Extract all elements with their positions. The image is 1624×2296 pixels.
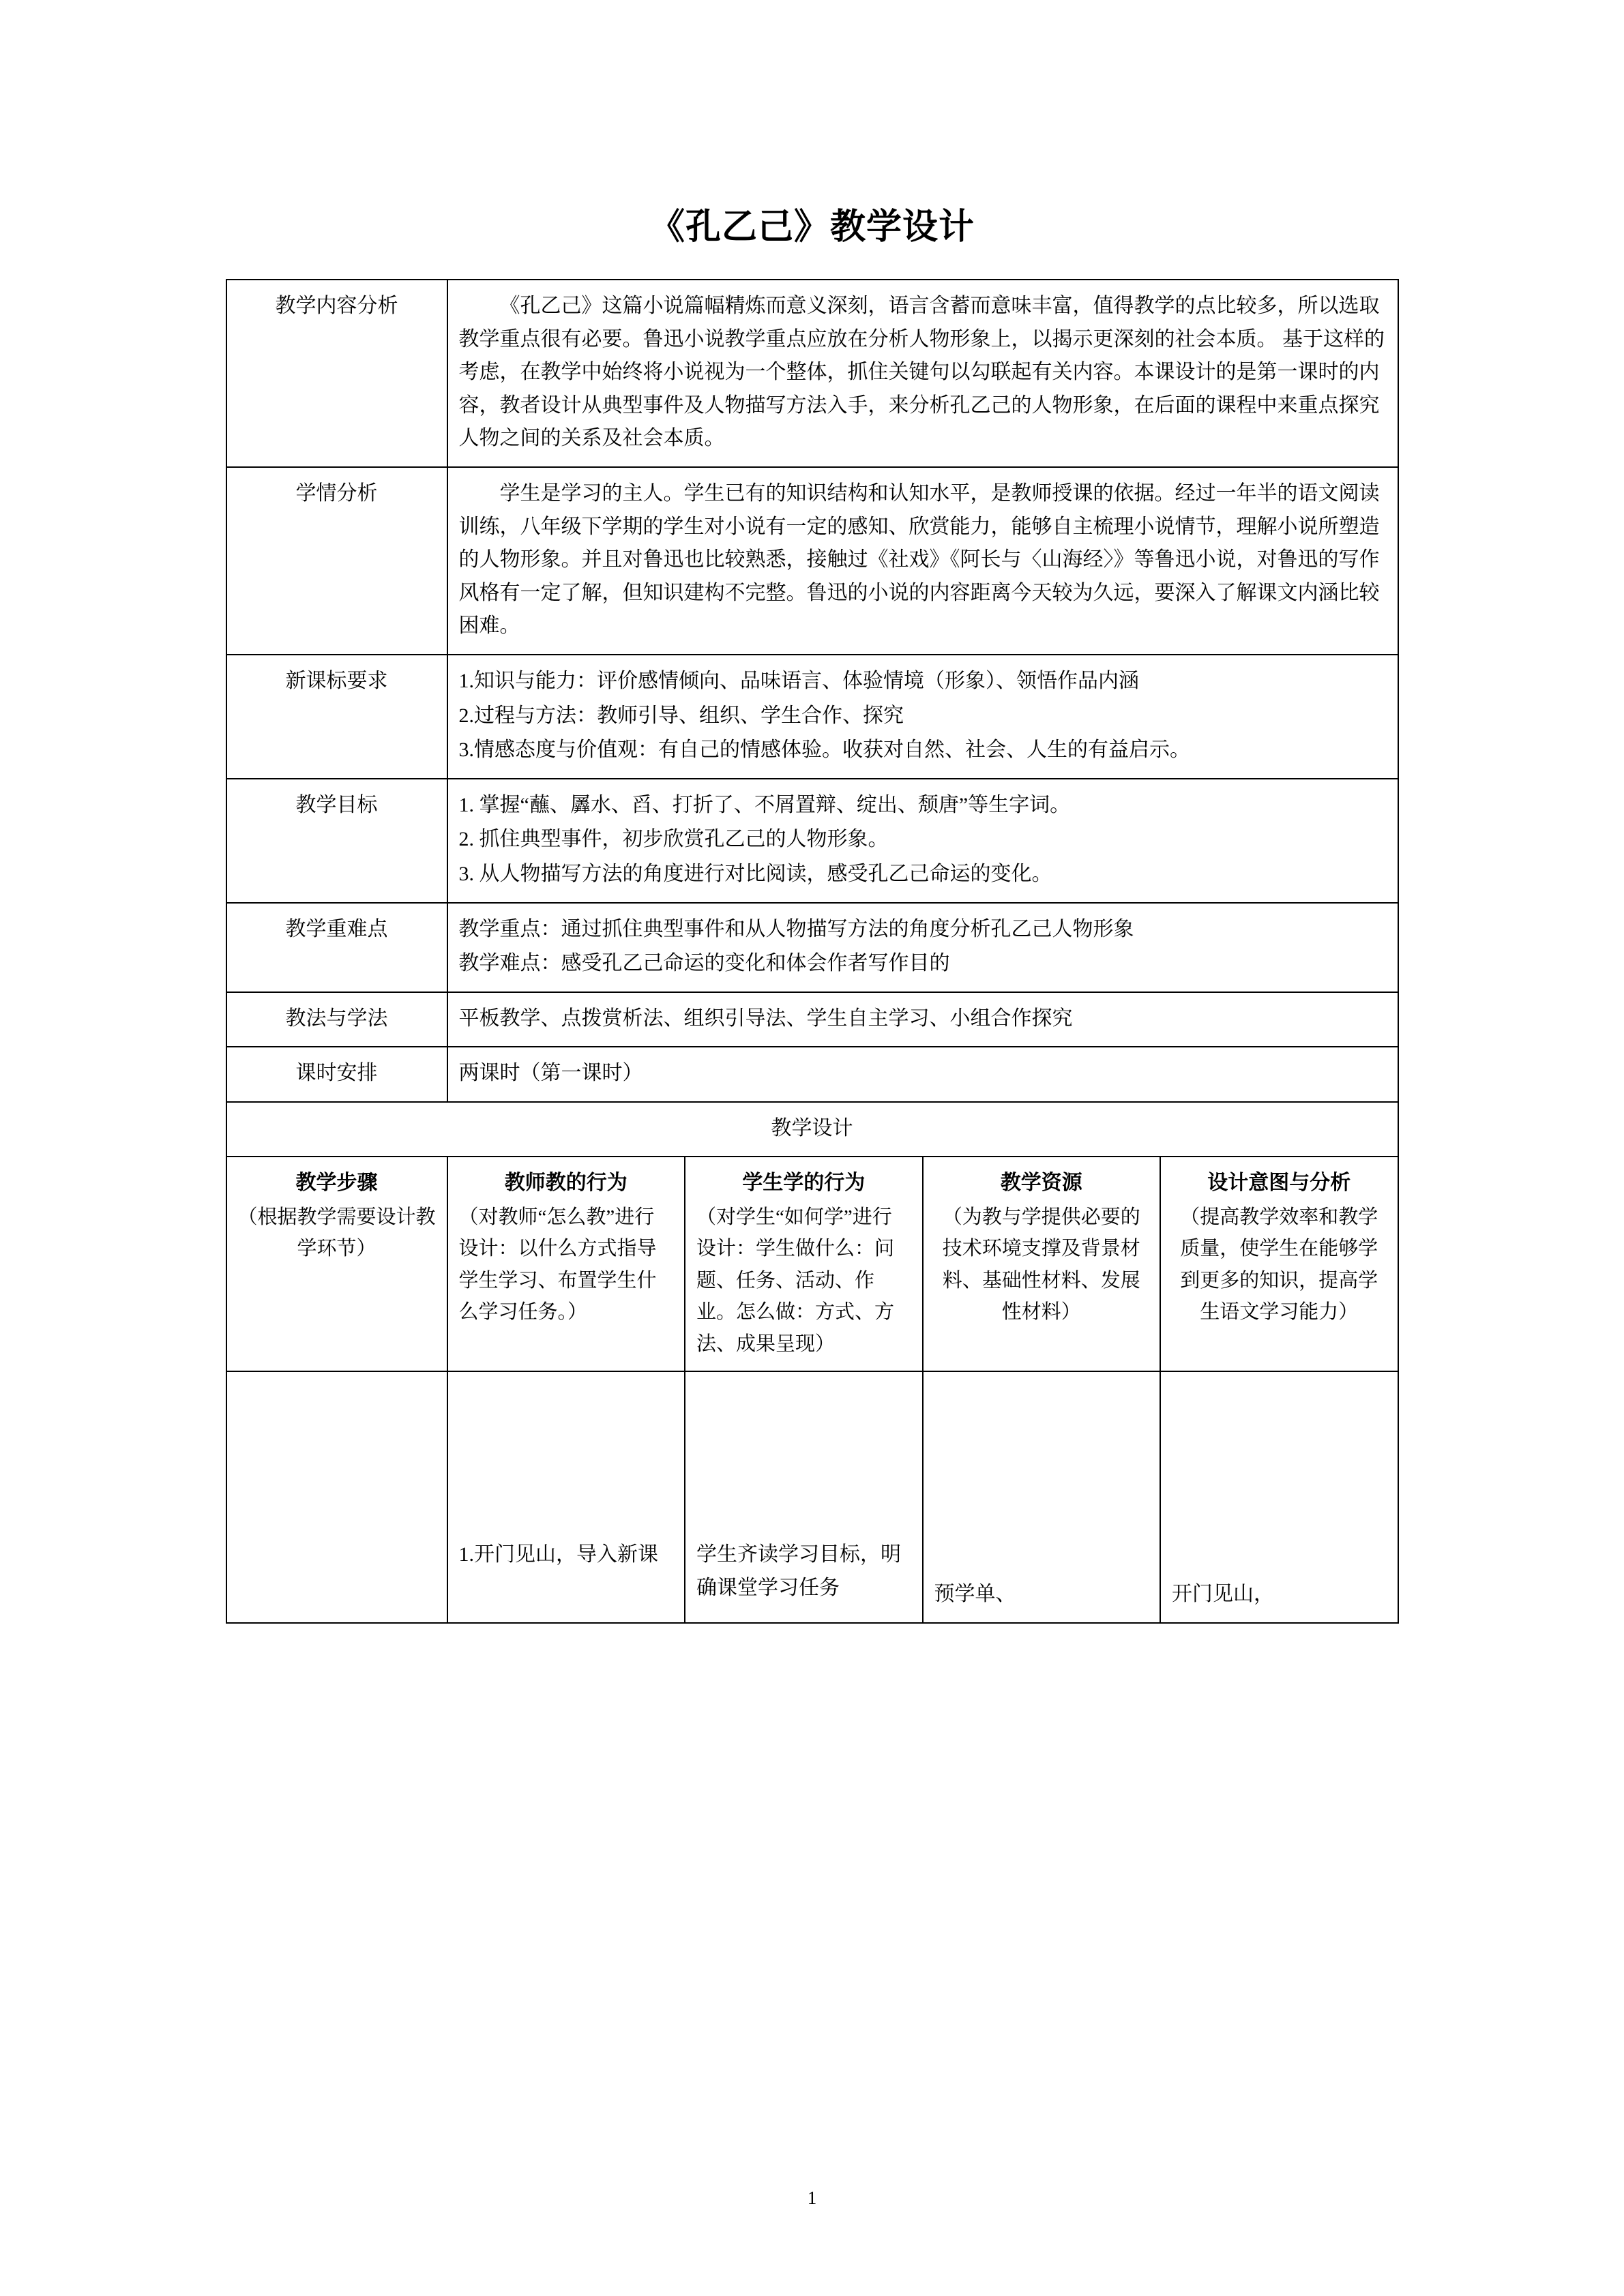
cell-intent (1160, 1371, 1398, 1623)
row-label-schedule: 课时安排 (226, 1047, 447, 1102)
cell-spacer (934, 1382, 1149, 1578)
cell-student (685, 1371, 923, 1623)
paragraph: 2. 抓住典型事件，初步欣赏孔乙己的人物形象。 (458, 828, 889, 851)
row-value-schedule (447, 1047, 1398, 1102)
paragraph: 教学重点：通过抓住典型事件和从人物描写方法的角度分析孔乙己人物形象 (458, 917, 1134, 940)
table-row-design-headers (226, 1157, 1398, 1371)
row-value-objectives (447, 779, 1398, 903)
cell-text: 1.开门见山，导入新课 (458, 1543, 658, 1566)
row-label-student-analysis: 学情分析 (226, 467, 447, 655)
column-desc: （提高教学效率和教学质量，使学生在能够学到更多的知识，提高学生语文学习能力） (1180, 1206, 1378, 1324)
column-desc: （根据教学需要设计教学环节） (237, 1206, 436, 1260)
paragraph: 《孔乙己》这篇小说篇幅精炼而意义深刻，语言含蓄而意味丰富，值得教学的点比较多，所以选取教学重点很有必要。鲁迅小说教学重点应放在分析人物形象上，以揭示更深刻的社会本质。 基于这样的考虑，在教学中始终将小说视为一个整体，抓住关键句以勾联起有关内容。本课设计的是第一课时的内容，教者设计从典型事件及人物描写方法入手，来分析孔乙己的人物形象，在后面的课程中来重点探究人物之间的关系及社会本质。 (458, 295, 1385, 450)
column-header-intent (1160, 1157, 1398, 1371)
cell-text: 预学单、 (934, 1583, 1016, 1606)
column-title: 学生学的行为 (742, 1171, 866, 1195)
design-section-heading: 教学设计 (226, 1102, 1398, 1157)
paragraph: 教学难点：感受孔乙己命运的变化和体会作者写作目的 (458, 952, 950, 975)
paragraph: 2.过程与方法：教师引导、组织、学生合作、探究 (458, 704, 904, 727)
row-label-key-difficulties: 教学重难点 (226, 903, 447, 992)
column-header-teacher (447, 1157, 685, 1371)
paragraph: 1. 掌握“蘸、羼水、舀、打折了、不屑置辩、绽出、颓唐”等生字词。 (458, 793, 1071, 816)
row-label-methods: 教法与学法 (226, 992, 447, 1047)
row-value-student-analysis (447, 467, 1398, 655)
paragraph: 3. 从人物描写方法的角度进行对比阅读，感受孔乙己命运的变化。 (458, 862, 1052, 885)
paragraph: 两课时（第一课时） (458, 1062, 643, 1085)
column-title: 教师教的行为 (504, 1171, 628, 1195)
cell-resource (923, 1371, 1161, 1623)
page-number: 1 (807, 2188, 817, 2208)
cell-teacher (447, 1371, 685, 1623)
cell-spacer (459, 1382, 674, 1538)
column-title: 设计意图与分析 (1207, 1171, 1351, 1195)
table-row-design-heading (226, 1102, 1398, 1157)
row-label-curriculum-standard: 新课标要求 (226, 655, 447, 779)
table-row-design-step-1 (226, 1371, 1398, 1623)
row-value-content-analysis (447, 280, 1398, 467)
paragraph: 1.知识与能力：评价感情倾向、品味语言、体验情境（形象）、领悟作品内涵 (458, 669, 1139, 692)
column-title: 教学资源 (1000, 1171, 1082, 1195)
column-header-student (685, 1157, 923, 1371)
cell-step (226, 1371, 447, 1623)
table-row-key-difficulties (226, 903, 1398, 992)
cell-spacer (1172, 1382, 1387, 1578)
column-desc: （对学生“如何学”进行设计：学生做什么：问题、任务、活动、作业。怎么做：方式、方法、成果呈现） (696, 1206, 895, 1355)
column-desc: （对教师“怎么教”进行设计：以什么方式指导学生学习、布置学生什么学习任务。） (458, 1206, 657, 1324)
row-value-methods (447, 992, 1398, 1047)
column-header-step (226, 1157, 447, 1371)
row-label-objectives: 教学目标 (226, 779, 447, 903)
column-header-resource (923, 1157, 1161, 1371)
column-desc: （为教与学提供必要的技术环境支撑及背景材料、基础性材料、发展性材料） (942, 1206, 1140, 1324)
table-row-schedule (226, 1047, 1398, 1102)
page-title: 《孔乙己》教学设计 (649, 207, 975, 248)
cell-text: 开门见山， (1172, 1583, 1274, 1606)
paragraph: 平板教学、点拨赏析法、组织引导法、学生自主学习、小组合作探究 (458, 1007, 1073, 1030)
cell-text: 学生齐读学习目标，明确课堂学习任务 (696, 1543, 901, 1599)
cell-spacer (696, 1382, 911, 1538)
column-title: 教学步骤 (295, 1171, 378, 1195)
table-row-content-analysis (226, 280, 1398, 467)
paragraph: 3.情感态度与价值观：有自己的情感体验。收获对自然、社会、人生的有益启示。 (458, 739, 1190, 762)
row-value-curriculum-standard (447, 655, 1398, 779)
table-row-curriculum-standard (226, 655, 1398, 779)
table-row-objectives (226, 779, 1398, 903)
paragraph: 学生是学习的主人。学生已有的知识结构和认知水平，是教师授课的依据。经过一年半的语文阅读训练，八年级下学期的学生对小说有一定的感知、欣赏能力，能够自主梳理小说情节，理解小说所塑造的人物形象。并且对鲁迅也比较熟悉，接触过《社戏》《阿长与〈山海经〉》等鲁迅小说，对鲁迅的写作风格有一定了解，但知识建构不完整。鲁迅的小说的内容距离今天较为久远，要深入了解课文内涵比较困难。 (458, 481, 1380, 638)
row-label-content-analysis: 教学内容分析 (226, 280, 447, 467)
lesson-plan-table (226, 279, 1399, 1624)
table-row-student-analysis (226, 467, 1398, 655)
row-value-key-difficulties (447, 903, 1398, 992)
table-row-methods (226, 992, 1398, 1047)
